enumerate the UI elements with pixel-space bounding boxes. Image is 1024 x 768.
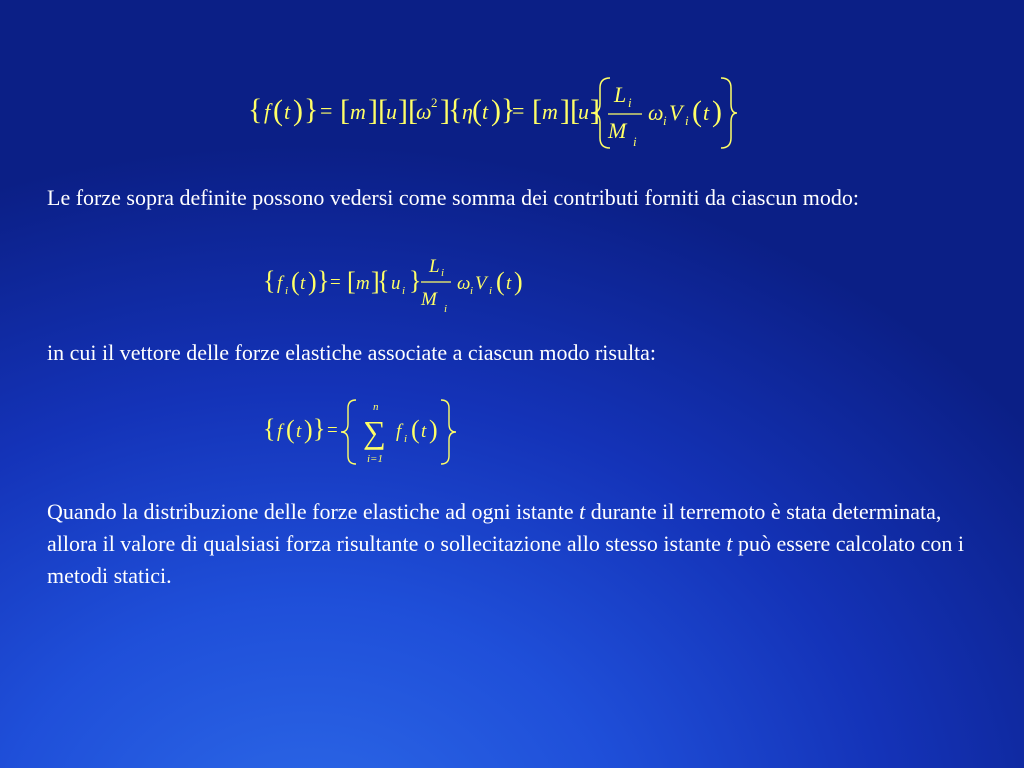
paragraph-3-part3: può essere calcolato con i metodi statici. [47, 531, 964, 588]
eq2-sub-i: i [444, 303, 448, 315]
eq3-sub-i: i [404, 433, 408, 445]
eq3-brace-close: } [313, 414, 326, 443]
eq1-paren-open: ( [472, 94, 482, 127]
eq1-t: t [703, 100, 710, 125]
paragraph-3-part1: Quando la distribuzione delle forze elastiche ad ogni istante [47, 499, 580, 524]
eq1-sub-i: i [628, 95, 632, 110]
eq2-u: u [391, 273, 401, 294]
paragraph-2: in cui il vettore delle forze elastiche associate a ciascun modo risulta: [47, 340, 657, 365]
eq1-omega: ω [416, 99, 432, 124]
eq1-sub-i: i [633, 134, 637, 149]
eq1-square: 2 [431, 95, 438, 110]
equation-2-graphic [263, 250, 533, 320]
equation-1 [248, 72, 738, 159]
eq3-paren-open: ( [411, 415, 420, 444]
eq3-fi: f [396, 421, 402, 442]
eq2-sub-i: i [489, 285, 493, 297]
eq1-equals-1: = [320, 98, 333, 123]
eq3-paren-open: ( [286, 415, 295, 444]
paragraph-1: Le forze sopra definite possono vedersi come somma dei contributi forniti da ciascun modo: [47, 185, 859, 210]
eq2-omega: ω [457, 273, 471, 294]
eq1-brace-close: } [304, 93, 319, 126]
eq1-bracket: ][ [398, 94, 418, 127]
eq1-f: f [264, 99, 271, 124]
eq2-m: m [356, 273, 370, 294]
eq1-sub-i: i [685, 113, 689, 128]
eq2-brace-close: } [409, 266, 422, 295]
eq1-bracket: ][ [368, 94, 388, 127]
equation-3-graphic [263, 396, 463, 470]
eq2-sub-i: i [285, 285, 289, 297]
eq1-m: m [350, 99, 366, 124]
eq2-f: f [277, 273, 283, 294]
eq1-big-brace-close [721, 78, 737, 148]
equation-1-graphic [248, 72, 738, 154]
eq1-paren-open: ( [692, 95, 702, 128]
paragraph-3 [47, 496, 987, 592]
eq3-paren-close: ) [304, 415, 313, 444]
eq2-t: t [506, 273, 512, 294]
eq2-brace-open: { [377, 266, 390, 295]
eq3-paren-close: ) [429, 415, 438, 444]
eq1-paren-close: ) [293, 94, 303, 127]
eq2-paren-open: ( [291, 267, 300, 296]
eq2-M: M [421, 289, 437, 310]
eq2-brace-close: } [317, 266, 330, 295]
eq3-t: t [296, 421, 302, 442]
eq2-sub-i: i [470, 285, 474, 297]
eq1-paren-close: ) [712, 95, 722, 128]
eq1-L: L [614, 82, 627, 107]
eq2-sub-i: i [402, 285, 406, 297]
eq2-paren-close: ) [308, 267, 317, 296]
eq1-paren-close: ) [491, 94, 501, 127]
eq2-sub-i: i [441, 267, 445, 279]
eq2-V: V [475, 273, 487, 294]
eq1-sub-i: i [663, 113, 667, 128]
eq1-bracket: [ [340, 94, 350, 127]
eq1-bracket: ] [440, 94, 450, 127]
eq1-paren-open: ( [273, 94, 283, 127]
eq1-omega: ω [648, 100, 664, 125]
eq2-equals: = [330, 272, 341, 293]
eq1-brace-close: } [501, 93, 516, 126]
eq3-sum: ∑ [363, 414, 386, 450]
paragraph-3-part2: durante il terremoto è stata determinata, allora il valore di qualsiasi forza risultante o sollecitazione allo stesso istante [47, 499, 942, 556]
equation-2 [263, 250, 533, 325]
eq3-sum-lower: i=1 [367, 453, 383, 465]
eq3-t: t [421, 421, 427, 442]
paragraph-3-t1: t [579, 499, 586, 524]
eq1-M: M [608, 118, 627, 143]
eq3-big-brace-open [341, 400, 356, 464]
eq3-big-brace-close [441, 400, 456, 464]
eq3-equals: = [327, 420, 338, 441]
eq1-bracket: ][ [560, 94, 580, 127]
paragraph-3-t2: t [726, 531, 733, 556]
eq1-brace-open: { [448, 93, 463, 126]
eq1-u: u [578, 99, 589, 124]
eq2-bracket: [ [347, 267, 356, 296]
eq1-t: t [284, 99, 291, 124]
eq2-paren-close: ) [514, 267, 523, 296]
eq2-bracket: ] [371, 267, 380, 296]
eq1-u: u [386, 99, 397, 124]
eq2-paren-open: ( [496, 267, 505, 296]
eq3-f: f [277, 421, 283, 442]
eq3-sum-upper: n [373, 401, 379, 413]
eq2-L: L [429, 256, 440, 277]
eq1-V: V [669, 100, 683, 125]
eq2-brace-open: { [263, 266, 276, 295]
eq1-bracket: [ [532, 94, 542, 127]
eq1-eta: η [462, 99, 473, 124]
eq2-t: t [300, 273, 306, 294]
eq3-brace-open: { [263, 414, 276, 443]
eq1-t: t [482, 99, 489, 124]
eq1-brace-open: { [248, 93, 263, 126]
equation-3 [263, 396, 463, 475]
eq1-equals-2: = [512, 98, 525, 123]
eq1-bracket: ] [590, 94, 600, 127]
eq1-m: m [542, 99, 558, 124]
